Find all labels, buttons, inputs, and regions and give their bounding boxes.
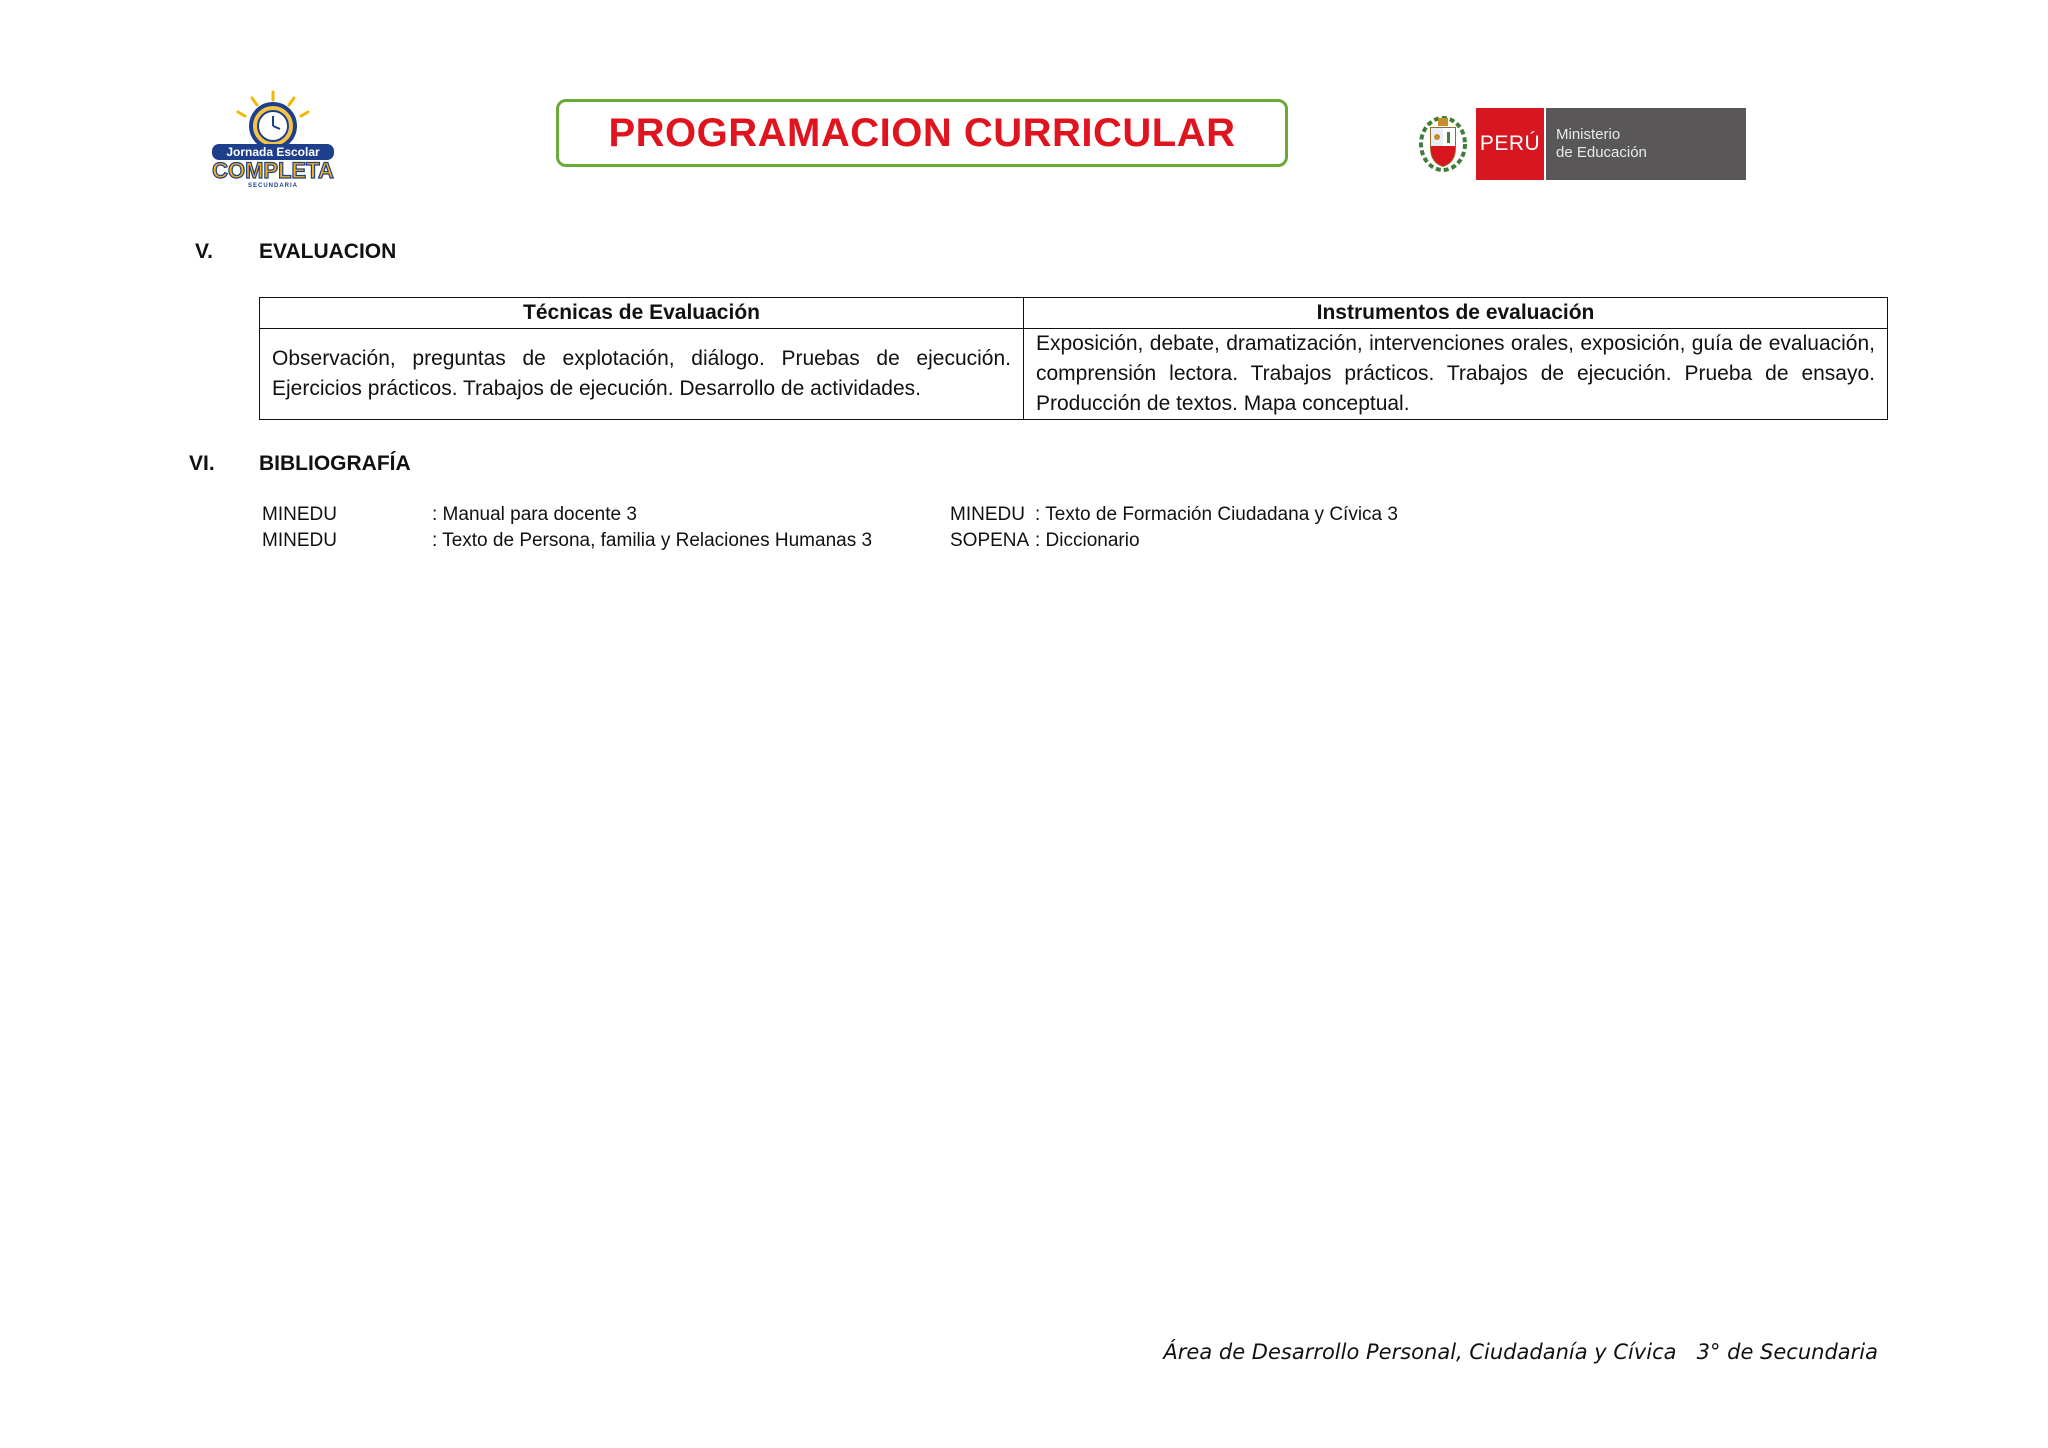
table-header-instruments: Instrumentos de evaluación bbox=[1024, 298, 1888, 329]
bib-title: : Diccionario bbox=[1035, 530, 1140, 551]
page-footer bbox=[1163, 1340, 1878, 1364]
ministerio-educacion-logo bbox=[1418, 108, 1746, 180]
ministry-label bbox=[1546, 108, 1746, 180]
bib-author: SOPENA bbox=[950, 530, 1030, 551]
section-vi-title: BIBLIOGRAFÍA bbox=[259, 452, 411, 475]
svg-text:Jornada Escolar: Jornada Escolar bbox=[226, 145, 320, 159]
bib-author: MINEDU bbox=[262, 530, 337, 551]
section-v-number: V. bbox=[195, 240, 213, 263]
section-vi-number: VI. bbox=[189, 452, 215, 475]
svg-text:SECUNDARIA: SECUNDARIA bbox=[247, 183, 299, 188]
table-header-techniques: Técnicas de Evaluación bbox=[260, 298, 1024, 329]
table-cell-techniques: Observación, preguntas de explotación, diálogo. Pruebas de ejecución. Ejercicios prácticos. Trabajos de ejecución. Desarrollo de actividades. bbox=[260, 329, 1024, 420]
jornada-escolar-completa-logo bbox=[200, 88, 346, 188]
table-header-row bbox=[260, 298, 1888, 329]
section-v-title: EVALUACION bbox=[259, 240, 397, 263]
evaluation-table bbox=[259, 297, 1888, 420]
bib-title: : Texto de Persona, familia y Relaciones Humanas 3 bbox=[432, 530, 873, 551]
table-row bbox=[260, 329, 1888, 420]
title-banner bbox=[556, 99, 1288, 167]
svg-text:COMPLETA: COMPLETA bbox=[212, 158, 334, 183]
peru-label: PERÚ bbox=[1476, 108, 1544, 180]
peru-coat-of-arms-icon bbox=[1418, 108, 1468, 180]
footer-area: Área de Desarrollo Personal, Ciudadanía y Cívica bbox=[1163, 1340, 1677, 1364]
bib-title: : Manual para docente 3 bbox=[432, 504, 637, 525]
ministry-line-2: de Educación bbox=[1556, 144, 1647, 161]
bib-author: MINEDU bbox=[262, 504, 337, 525]
ministry-line-1: Ministerio bbox=[1556, 126, 1621, 143]
footer-grade: 3° de Secundaria bbox=[1696, 1340, 1878, 1364]
bib-title: : Texto de Formación Ciudadana y Cívica 3 bbox=[1035, 504, 1398, 525]
bib-author: MINEDU bbox=[950, 504, 1025, 525]
page-title: PROGRAMACION CURRICULAR bbox=[608, 110, 1236, 155]
table-cell-instruments: Exposición, debate, dramatización, intervenciones orales, exposición, guía de evaluación, comprensión lectora. Trabajos prácticos. Trabajos de ejecución. Prueba de ensayo. Producción de textos. Mapa conceptual. bbox=[1024, 329, 1888, 420]
